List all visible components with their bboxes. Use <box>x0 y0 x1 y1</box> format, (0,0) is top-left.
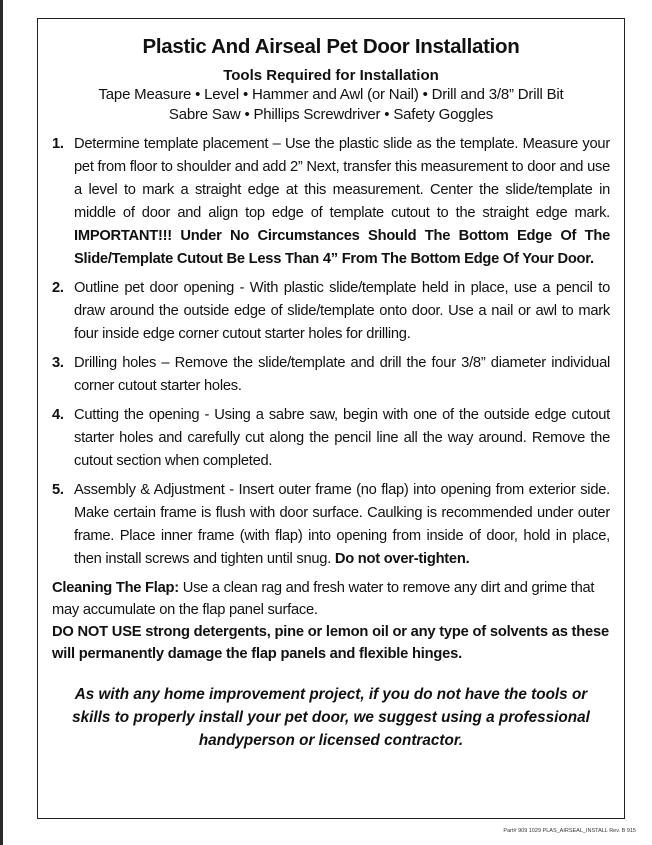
tools-list-line-2: Sabre Saw • Phillips Screwdriver • Safety Goggles <box>168 106 494 123</box>
step-number: 2. <box>52 280 64 296</box>
step-5 <box>52 479 610 571</box>
instruction-sheet <box>37 18 625 819</box>
step-1 <box>52 133 610 271</box>
document-title: Plastic And Airseal Pet Door Installation <box>142 35 520 58</box>
step-body: Determine template placement – Use the plastic slide as the template. Measure your pet from floor to shoulder and add 2” Next, transfer this measurement to door and use a level to mark a straight edge at this measurement. Center the slide/template in middle of door and align top edge of template cutout to the straight edge mark. <box>74 136 610 221</box>
step-text <box>74 133 610 271</box>
step-4 <box>52 404 610 473</box>
tools-list-line-1: Tape Measure • Level • Hammer and Awl (or Nail) • Drill and 3/8” Drill Bit <box>98 86 564 103</box>
closing-advice: As with any home improvement project, if you do not have the tools or skills to properly install your pet door, we suggest using a professional handyperson or licensed contractor. <box>72 686 590 749</box>
solvent-warning: DO NOT USE strong detergents, pine or lemon oil or any type of solvents as these will permanently damage the flap panels and flexible hinges. <box>52 624 609 662</box>
step-number: 4. <box>52 407 64 423</box>
step-body: Outline pet door opening - With plastic slide/template held in place, use a pencil to draw around the outside edge of slide/template onto door. Use a nail or awl to mark four inside edge corner cutout starter holes for drilling. <box>74 280 610 342</box>
step-number: 5. <box>52 482 64 498</box>
installation-steps <box>52 133 610 571</box>
step-body: Drilling holes – Remove the slide/template and drill the four 3/8” diameter individual corner cutout starter holes. <box>74 355 610 394</box>
cleaning-paragraph <box>52 577 610 621</box>
step-number: 1. <box>52 136 64 152</box>
step-text <box>74 479 610 571</box>
step-important-note: IMPORTANT!!! Under No Circumstances Should The Bottom Edge Of The Slide/Template Cutout Be Less Than 4” From The Bottom Edge Of Your Door. <box>74 228 610 267</box>
step-warning-note: Do not over-tighten. <box>334 551 470 567</box>
step-3 <box>52 352 610 398</box>
part-number: Part# 909 1029 PLAS_AIRSEAL_INSTALL Rev. B 915 <box>503 828 636 834</box>
cleaning-label: Cleaning The Flap: <box>52 580 179 596</box>
page-edge-rule <box>0 0 3 845</box>
step-body: Cutting the opening - Using a sabre saw, begin with one of the outside edge cutout starter holes and carefully cut along the pencil line all the way around. Remove the cutout section when completed. <box>74 407 610 469</box>
step-number: 3. <box>52 355 64 371</box>
cleaning-text: Use a clean rag and fresh water to remove any dirt and grime that may accumulate on the flap panel surface. <box>52 580 595 618</box>
tools-heading: Tools Required for Installation <box>223 67 439 84</box>
step-body: Assembly & Adjustment - Insert outer frame (no flap) into opening from exterior side. Make certain frame is flush with door surface. Caulking is recommended under outer frame. Place inner frame (with flap) into opening from inside of door, hold in place, then install screws and tighten until snug. <box>74 482 610 567</box>
step-2 <box>52 277 610 346</box>
